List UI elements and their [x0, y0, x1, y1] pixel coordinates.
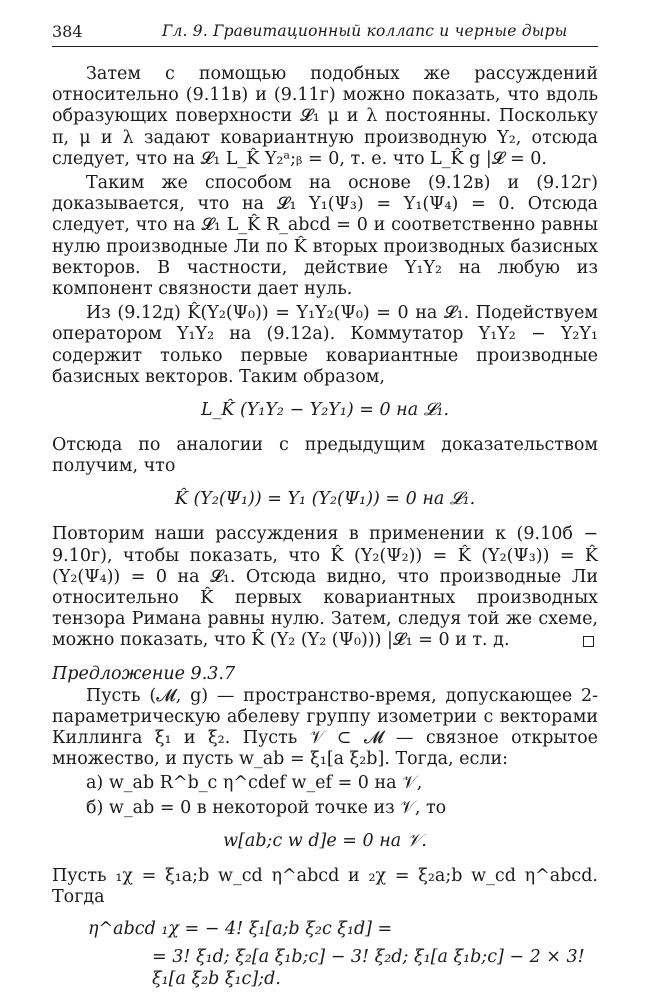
equation-3: w[ab;c w d]e = 0 на 𝒱.	[223, 830, 427, 851]
paragraph-1: Затем с помощью подобных же рассуждений относительно (9.11в) и (9.11г) можно показать, что вдоль образующих поверхности 𝓛₁ μ и λ постоянны. Поскольку π, μ и λ задают ковариантную производную Y₂, отсюда следует, что на 𝓛₁ L_K̂ Y₂ᵃ;ᵦ = 0, т. е. что L_K̂ g |𝓛 = 0.	[52, 64, 598, 169]
equation-5: = 3! ξ₁d; ξ₂[a ξ₁b;c] − 3! ξ₂d; ξ₁[a ξ₁b;c] − 2 × 3! ξ₁[a ξ₂b ξ₁c];d.	[152, 947, 585, 990]
paragraph-2: Таким же способом на основе (9.12в) и (9.12г) доказывается, что на 𝓛₁ Y₁(Ψ₃) = Y₁(Ψ₄) = 0. Отсюда следует, что на 𝓛₁ L_K̂ R_abcd = 0 и соответственно равны нулю производные Ли по K̂ вторых производных базисных векторов. В частности, действие Y₁Y₂ на любую из компонент связности дает нуль.	[52, 173, 598, 300]
paragraph-7: Пусть ₁χ = ξ₁a;b w_cd η^abcd и ₂χ = ξ₂a;b w_cd η^abcd. Тогда	[52, 865, 598, 908]
list-item-b: б) w_ab = 0 в некоторой точке из 𝒱, то	[86, 797, 447, 818]
paragraph-5-text: Повторим наши рассуждения в применении к (9.10б − 9.10г), чтобы показать, что K̂ (Y₂(Ψ₂)) = K̂ (Y₂(Ψ₃)) = K̂ (Y₂(Ψ₄)) = 0 на 𝓛₁. Отсюда видно, что производные Ли относительно K̂ первых ковариантных производных тензора Римана равны нулю. Затем, следуя той же схеме, можно показать, что K̂ (Y₂ (Y₂ (Ψ₀))) |𝓛₁ = 0 и т. д.	[52, 524, 598, 651]
page-number: 384	[52, 22, 83, 41]
qed-square-icon	[583, 636, 594, 647]
paragraph-3: Из (9.12д) K̂(Y₂(Ψ₀)) = Y₁Y₂(Ψ₀) = 0 на 𝓛₁. Подействуем оператором Y₁Y₂ на (9.12а). Коммутатор Y₁Y₂ − Y₂Y₁ содержит только первые ковариантные производные базисных векторов. Таким образом,	[52, 303, 598, 387]
running-title: Гл. 9. Гравитационный коллапс и черные дыры	[162, 22, 568, 40]
page-body	[52, 64, 598, 990]
list-item-a: а) w_ab R^b_c η^cdef w_ef = 0 на 𝒱,	[86, 773, 423, 794]
page-header	[52, 20, 598, 47]
equation-1: L_K̂ (Y₁Y₂ − Y₂Y₁) = 0 на 𝓛₁.	[200, 400, 450, 421]
proposition-heading: Предложение 9.3.7	[52, 663, 236, 684]
equation-2: K̂ (Y₂(Ψ₁)) = Y₁ (Y₂(Ψ₁)) = 0 на 𝓛₁.	[174, 489, 476, 510]
equation-4: η^abcd ₁χ = − 4! ξ₁[a;b ξ₂c ξ₁d] =	[88, 919, 393, 940]
paragraph-5	[52, 524, 598, 651]
paragraph-4: Отсюда по аналогии с предыдущим доказательством получим, что	[52, 435, 598, 477]
paragraph-6: Пусть (𝓜, g) — пространство-время, допускающее 2-параметрическую абелеву группу изометрии с векторами Киллинга ξ₁ и ξ₂. Пусть 𝒱 ⊂ 𝓜 — связное открытое множество, и пусть w_ab = ξ₁[a ξ₂b]. Тогда, если:	[52, 685, 598, 770]
